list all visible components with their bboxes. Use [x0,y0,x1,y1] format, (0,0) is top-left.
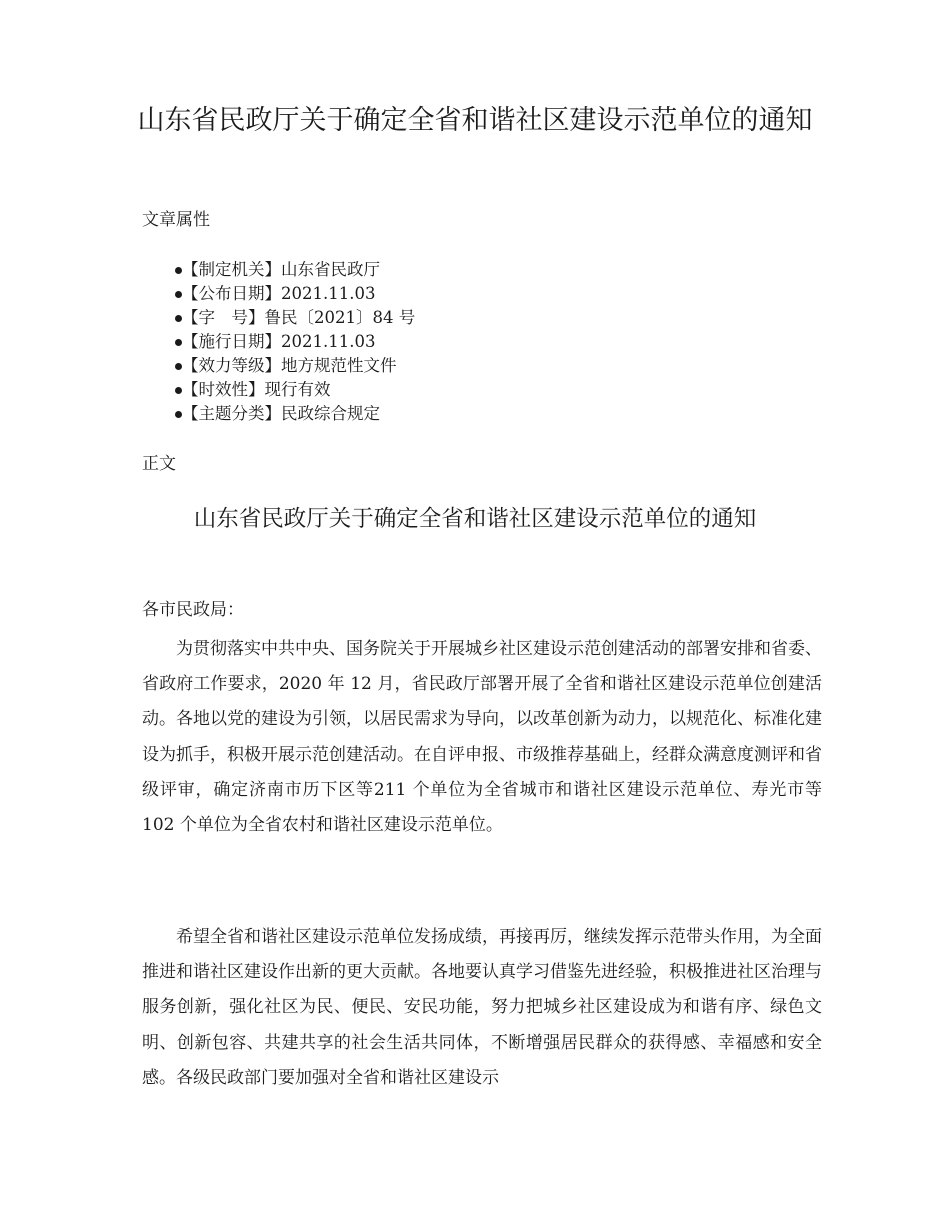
body-paragraph: 为贯彻落实中共中央、国务院关于开展城乡社区建设示范创建活动的部署安排和省委、省政府工作要求，2020 年 12 月，省民政厅部署开展了全省和谐社区建设示范单位创建活动。各地以党的建设为引领，以居民需求为导向，以改革创新为动力，以规范化、标准化建设为抓手，积极开展示范创建活动。在自评申报、市级推荐基础上，经群众满意度测评和省级评审，确定济南市历下区等211 个单位为全省城市和谐社区建设示范单位、寿光市等102 个单位为全省农村和谐社区建设示范单位。 [142,639,822,836]
document-subtitle: 山东省民政厅关于确定全省和谐社区建设示范单位的通知 [193,506,757,532]
attribute-value: 鲁民〔2021〕84 号 [264,308,416,327]
body-label: 正文 [142,454,176,474]
attribute-key: 【主题分类】 [182,404,281,423]
attributes-label: 文章属性 [142,210,210,230]
attribute-item [142,354,415,378]
attribute-item [142,330,415,354]
attribute-value: 2021.11.03 [281,284,376,303]
attribute-key: 【公布日期】 [182,284,281,303]
attribute-item [142,402,415,426]
body-paragraph: 希望全省和谐社区建设示范单位发扬成绩，再接再厉，继续发挥示范带头作用，为全面推进和谐社区建设作出新的更大贡献。各地要认真学习借鉴先进经验，积极推进社区治理与服务创新，强化社区为民、便民、安民功能，努力把城乡社区建设成为和谐有序、绿色文明、创新包容、共建共享的社会生活共同体，不断增强居民群众的获得感、幸福感和安全感。各级民政部门要加强对全省和谐社区建设示 [142,927,822,1088]
attribute-item [142,378,415,402]
attribute-value: 山东省民政厅 [281,260,380,279]
attribute-list [142,258,415,426]
attribute-value: 2021.11.03 [281,332,376,351]
attribute-item [142,306,415,330]
attribute-key: 【施行日期】 [182,332,281,351]
attribute-value: 现行有效 [264,380,331,399]
attribute-key: 【制定机关】 [182,260,281,279]
attribute-value: 民政综合规定 [281,404,380,423]
document-title: 山东省民政厅关于确定全省和谐社区建设示范单位的通知 [137,105,813,136]
salutation: 各市民政局： [142,600,244,620]
attribute-item [142,258,415,282]
attribute-item [142,282,415,306]
attribute-value: 地方规范性文件 [281,356,397,375]
attribute-key: 【时效性】 [182,380,265,399]
attribute-key: 【字 号】 [182,308,265,327]
attribute-key: 【效力等级】 [182,356,281,375]
